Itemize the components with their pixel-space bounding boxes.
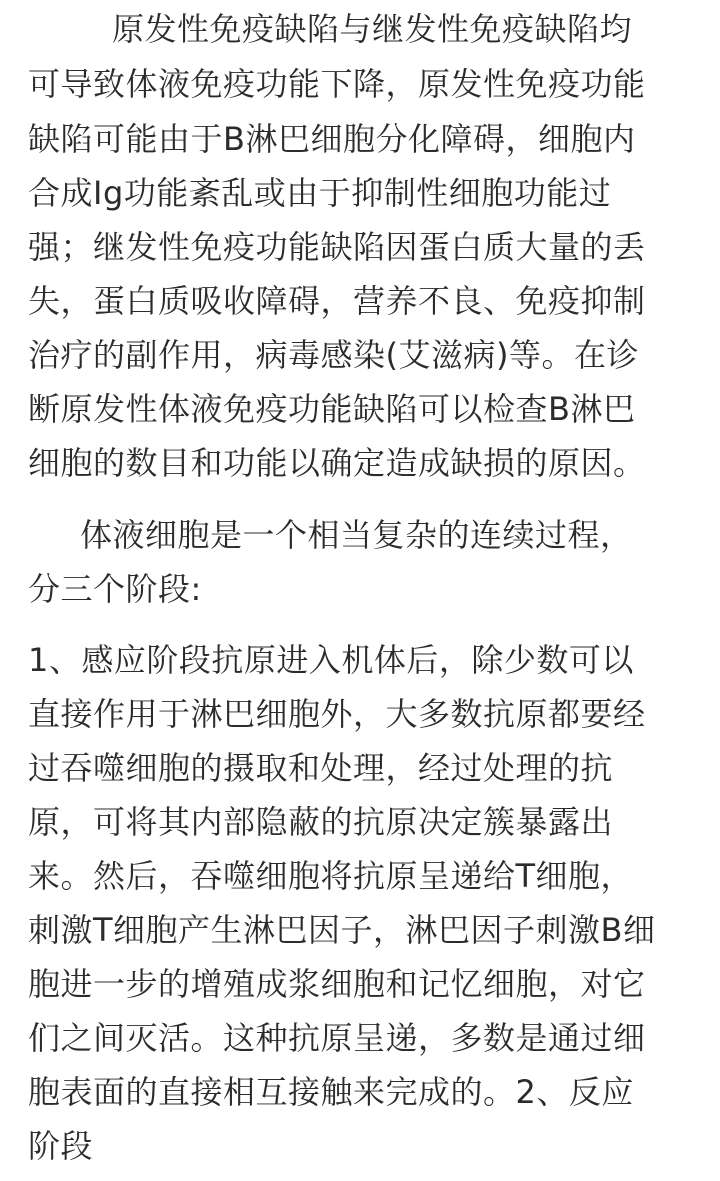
text-line: 合成Ig功能紊乱或由于抑制性细胞功能过 — [28, 174, 612, 212]
text-line: 治疗的副作用，病毒感染(艾滋病)等。在诊 — [28, 336, 639, 374]
text-line: 细胞的数目和功能以确定造成缺损的原因。 — [28, 444, 646, 482]
text-line: 胞表面的直接相互接触来完成的。2、反应 — [28, 1073, 634, 1111]
text-line: 过吞噬细胞的摄取和处理，经过处理的抗 — [28, 749, 614, 787]
text-line: 原发性免疫缺陷与继发性免疫缺陷均 — [112, 10, 633, 48]
text-line: 分三个阶段: — [28, 570, 202, 608]
text-line: 断原发性体液免疫功能缺陷可以检查B淋巴 — [28, 390, 636, 428]
text-line: 强；继发性免疫功能缺陷因蛋白质大量的丢 — [28, 228, 646, 266]
text-line: 缺陷可能由于B淋巴细胞分化障碍，细胞内 — [28, 120, 636, 158]
text-line: 阶段 — [28, 1127, 94, 1165]
text-line: 来。然后，吞噬细胞将抗原呈递给T细胞， — [28, 857, 634, 895]
text-line: 原，可将其内部隐蔽的抗原决定簇暴露出 — [28, 803, 614, 841]
text-line: 失，蛋白质吸收障碍，营养不良、免疫抑制 — [28, 282, 646, 320]
text-line: 可导致体液免疫功能下降，原发性免疫功能 — [28, 65, 646, 103]
text-line: 1、感应阶段抗原进入机体后，除少数可以 — [28, 641, 634, 679]
text-line: 们之间灭活。这种抗原呈递，多数是通过细 — [28, 1019, 646, 1057]
text-line: 体液细胞是一个相当复杂的连续过程， — [80, 516, 633, 554]
text-line: 刺激T细胞产生淋巴因子，淋巴因子刺激B细 — [28, 911, 656, 949]
text-line: 胞进一步的增殖成浆细胞和记忆细胞，对它 — [28, 965, 646, 1003]
text-line: 直接作用于淋巴细胞外，大多数抗原都要经 — [28, 695, 646, 733]
